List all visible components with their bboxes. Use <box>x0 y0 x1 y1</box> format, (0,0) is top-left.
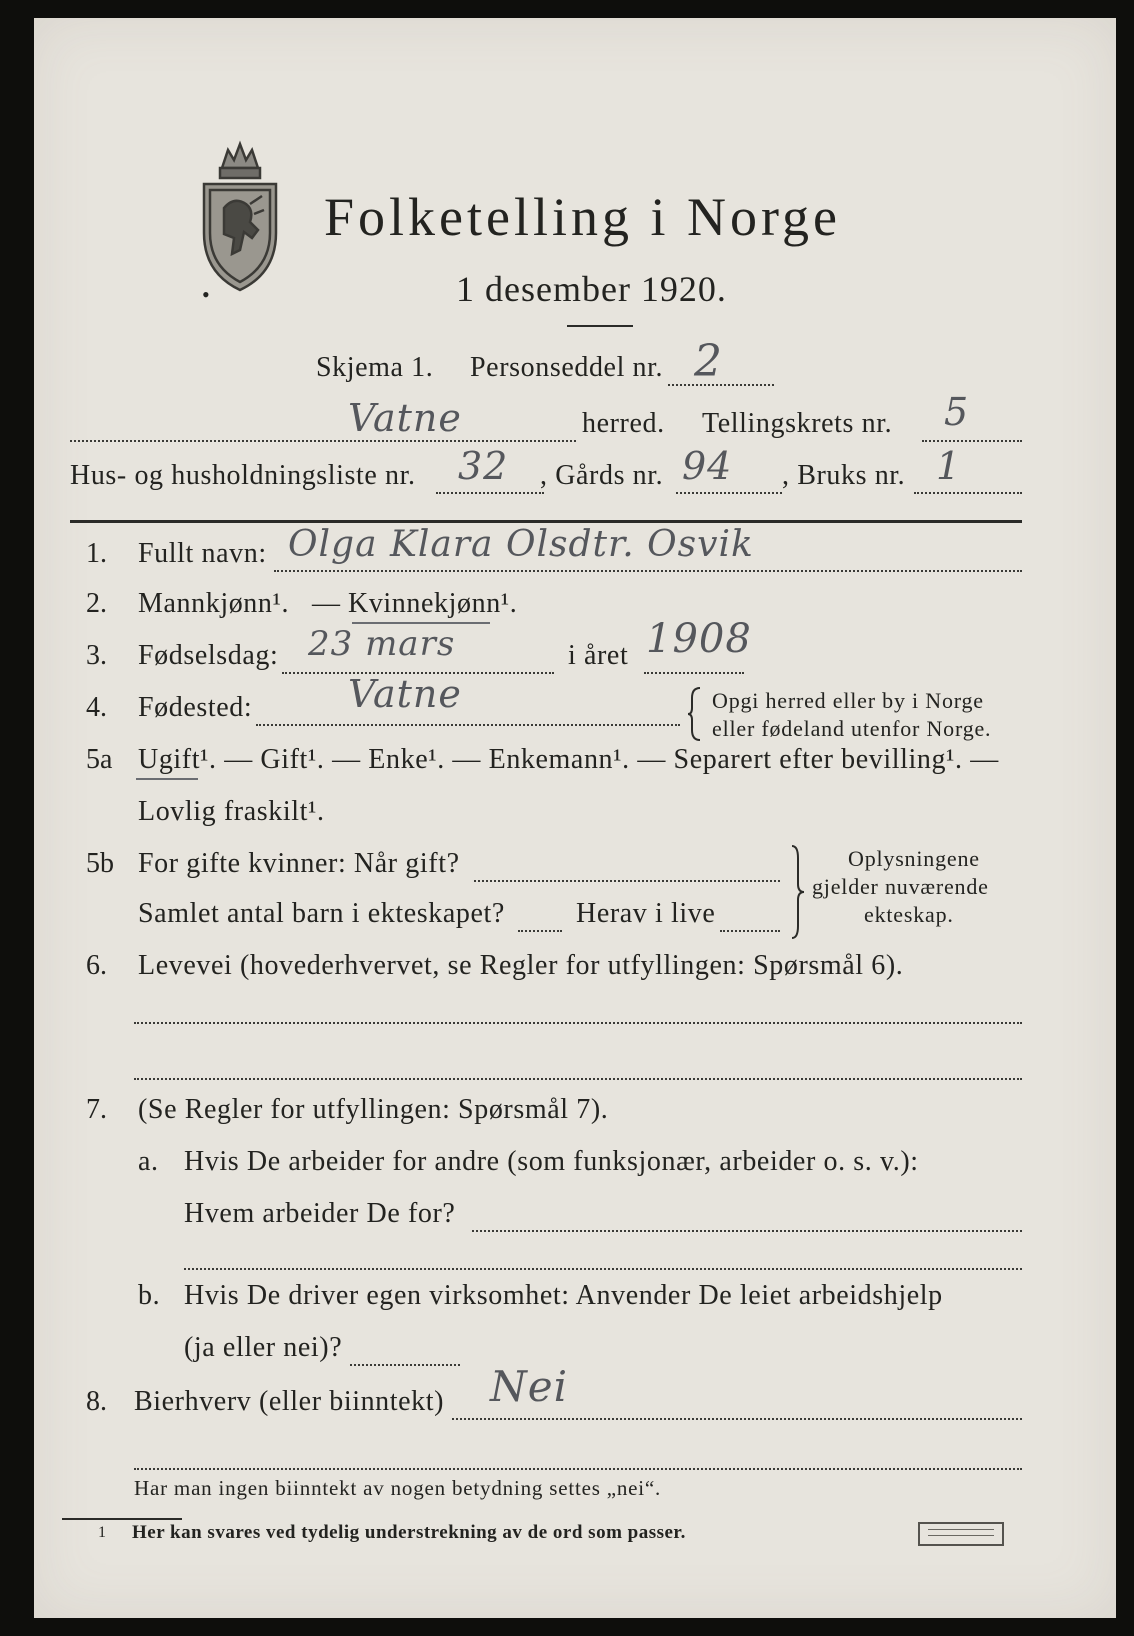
marriage-note-1: Oplysningene <box>848 846 980 871</box>
herred-label: herred. <box>582 408 665 439</box>
q8-label: Bierhverv (eller biinntekt) <box>134 1386 445 1417</box>
occupation-line-2 <box>134 1078 1022 1080</box>
q1-line <box>274 570 1022 572</box>
birthday-value[interactable]: 23 mars <box>308 624 456 664</box>
q7a-line1: Hvis De arbeider for andre (som funksjonær, arbeider o. s. v.): <box>184 1146 919 1177</box>
q7b-letter: b. <box>138 1280 161 1311</box>
herred-line <box>70 440 576 442</box>
male-option[interactable]: Mannkjønn¹. <box>138 588 290 619</box>
unmarried-option[interactable]: Ugift <box>138 744 201 775</box>
birthplace-value[interactable]: Vatne <box>348 672 462 716</box>
bruks-line <box>914 492 1022 494</box>
personseddel-label: Personseddel nr. <box>470 352 664 383</box>
children-line <box>518 930 562 932</box>
q2-number: 2. <box>86 588 107 619</box>
marriage-note-3: ekteskap. <box>864 902 954 927</box>
bruks-value[interactable]: 1 <box>936 444 962 488</box>
q7-number: 7. <box>86 1094 107 1125</box>
q1-number: 1. <box>86 538 107 569</box>
title-divider <box>567 325 633 327</box>
gards-line <box>676 492 782 494</box>
divorced-option[interactable]: Lovlig fraskilt¹. <box>138 796 325 827</box>
q5a-number: 5a <box>86 744 113 775</box>
q2-separator: — <box>312 588 341 619</box>
q5b-line1: For gifte kvinner: Når gift? <box>138 848 460 879</box>
when-married-line <box>474 880 780 882</box>
brace-icon <box>790 844 806 940</box>
census-date: 1 desember 1920. <box>456 269 727 309</box>
side-income-line <box>452 1418 1022 1420</box>
q1-label: Fullt navn: <box>138 538 267 569</box>
q3-label: Fødselsdag: <box>138 640 279 671</box>
occupation-line-1 <box>134 1022 1022 1024</box>
page-title: Folketelling i Norge <box>324 187 841 247</box>
bruks-label: , Bruks nr. <box>782 460 906 491</box>
dot-mark: • <box>202 282 210 307</box>
q4-number: 4. <box>86 692 107 723</box>
side-income-line-2 <box>134 1468 1022 1470</box>
tellingskrets-label: Tellingskrets nr. <box>702 408 893 439</box>
year-label: i året <box>568 640 629 671</box>
q7b-line1: Hvis De driver egen virksomhet: Anvender De leiet arbeidshjelp <box>184 1280 943 1311</box>
gards-label: , Gårds nr. <box>540 460 664 491</box>
header-rule <box>70 520 1022 523</box>
q4-label: Fødested: <box>138 692 253 723</box>
q7b-line2: (ja eller nei)? <box>184 1332 343 1363</box>
brace-icon <box>686 686 704 742</box>
census-form <box>34 18 1116 1618</box>
q6-number: 6. <box>86 950 107 981</box>
birthplace-note-1: Opgi herred eller by i Norge <box>712 688 984 713</box>
alive-line <box>720 930 780 932</box>
husholdningsliste-value[interactable]: 32 <box>458 444 509 488</box>
q3-number: 3. <box>86 640 107 671</box>
employer-line-2 <box>184 1268 1022 1270</box>
printer-stamp <box>918 1522 1004 1546</box>
tellingskrets-line <box>922 440 1022 442</box>
q7a-letter: a. <box>138 1146 159 1177</box>
q5b-alive-label: Herav i live <box>576 898 716 929</box>
unmarried-underline <box>136 778 198 780</box>
marital-options[interactable]: ¹. — Gift¹. — Enke¹. — Enkemann¹. — Separert efter bevilling¹. — <box>200 744 999 775</box>
tellingskrets-value[interactable]: 5 <box>944 390 970 434</box>
q8-number: 8. <box>86 1386 107 1417</box>
gards-value[interactable]: 94 <box>682 444 733 488</box>
birthplace-note-2: eller fødeland utenfor Norge. <box>712 716 992 741</box>
birth-year-value[interactable]: 1908 <box>646 616 752 662</box>
footnote-rule <box>62 1518 182 1520</box>
q5b-number: 5b <box>86 848 114 879</box>
q7a-line2: Hvem arbeider De for? <box>184 1198 456 1229</box>
female-option[interactable]: Kvinnekjønn¹. <box>348 588 518 619</box>
hired-help-line <box>350 1364 460 1366</box>
personseddel-value[interactable]: 2 <box>694 336 723 387</box>
q7-label: (Se Regler for utfyllingen: Spørsmål 7). <box>138 1094 609 1125</box>
skjema-label: Skjema 1. <box>316 352 434 383</box>
norway-coat-of-arms-icon <box>194 138 286 298</box>
employer-line <box>472 1230 1022 1232</box>
q5b-children-label: Samlet antal barn i ekteskapet? <box>138 898 505 929</box>
year-line <box>644 672 744 674</box>
footnote-text: Her kan svares ved tydelig understrekning av de ord som passer. <box>132 1522 686 1543</box>
birthplace-line <box>256 724 680 726</box>
husholdningsliste-line <box>436 492 544 494</box>
marriage-note-2: gjelder nuværende <box>812 874 989 899</box>
full-name-value[interactable]: Olga Klara Olsdtr. Osvik <box>288 524 754 565</box>
herred-value[interactable]: Vatne <box>348 396 462 440</box>
side-income-value[interactable]: Nei <box>490 1362 569 1411</box>
footnote-mark: 1 <box>98 1524 106 1541</box>
q6-label: Levevei (hovederhvervet, se Regler for utfyllingen: Spørsmål 6). <box>138 950 904 981</box>
husholdningsliste-label: Hus- og husholdningsliste nr. <box>70 460 416 491</box>
footer-note: Har man ingen biinntekt av nogen betydning settes „nei“. <box>134 1476 662 1500</box>
